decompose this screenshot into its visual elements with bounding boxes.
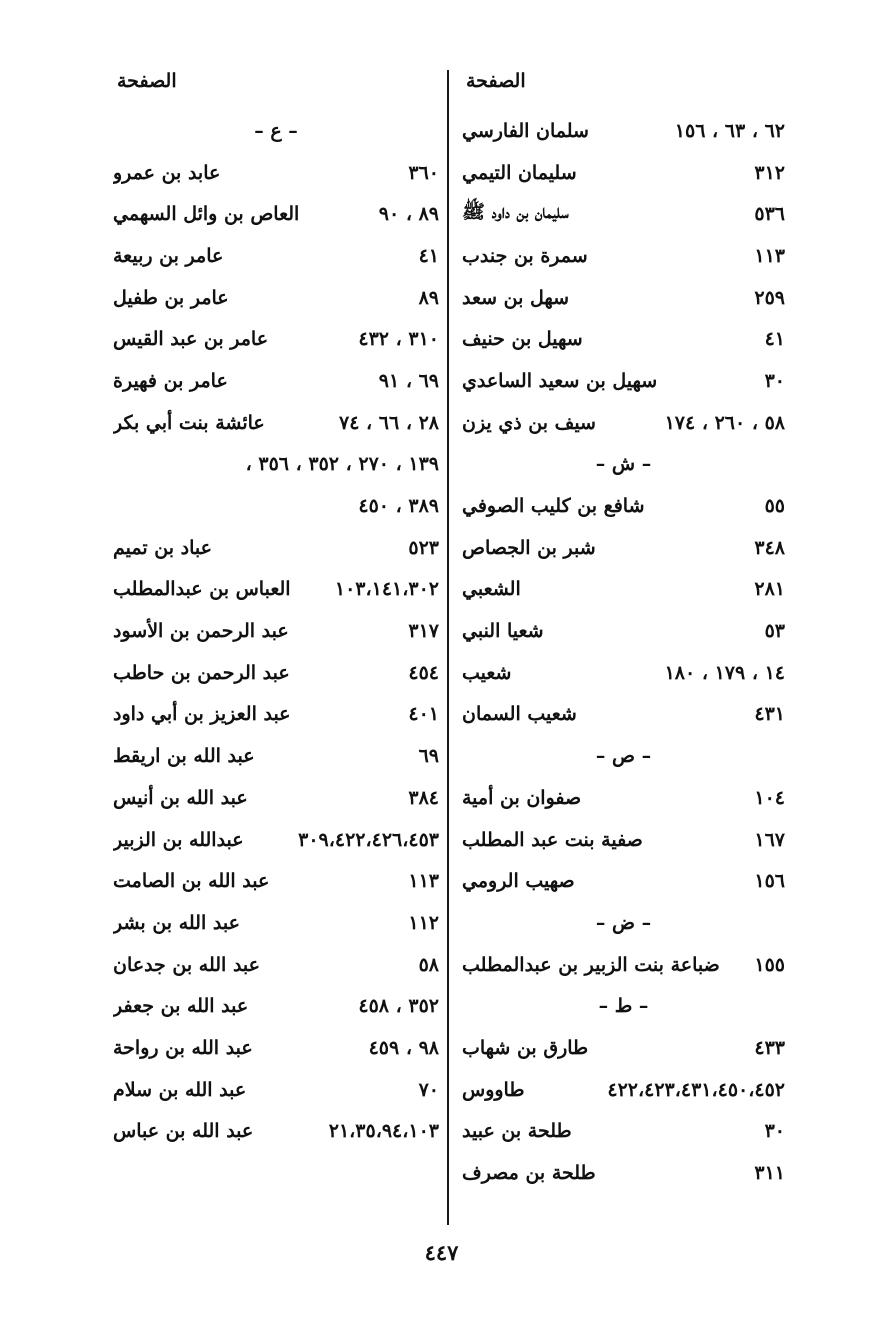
- entry-name: عامر بن فهيرة: [113, 369, 228, 392]
- entry-pages: ٣٨٩ ، ٤٥٠: [358, 495, 439, 518]
- entry-pages: ١٠٣،١٤١،٣٠٢: [334, 578, 439, 601]
- entry-pages: ٧٠: [418, 1078, 439, 1101]
- entry-pages: ١٠٤: [754, 786, 785, 809]
- entry-pages: ٤٢٢،٤٢٣،٤٣١،٤٥٠،٤٥٢: [607, 1078, 785, 1101]
- index-entry: [462, 485, 785, 527]
- entry-pages: ٣١١: [754, 1162, 785, 1185]
- entry-name: عبد الرحمن بن حاطب: [113, 661, 290, 684]
- letter-heading: – ص –: [595, 745, 652, 768]
- letter-heading: – ض –: [595, 911, 652, 934]
- entry-pages: ٤٥٤: [408, 661, 439, 684]
- entry-name: العباس بن عبدالمطلب: [113, 578, 291, 601]
- entry-name: عائشة بنت أبي بكر: [113, 411, 265, 434]
- entry-pages: ٨٩: [418, 286, 439, 309]
- entry-name: عبد الله بن الصامت: [113, 870, 270, 893]
- index-entry: [462, 1111, 785, 1153]
- index-entry: [113, 569, 439, 611]
- index-entry: [462, 569, 785, 611]
- entry-pages: ٣٠: [764, 1120, 785, 1143]
- page-number: ٤٤٧: [424, 1240, 459, 1265]
- entry-name: ضباعة بنت الزبير بن عبدالمطلب: [462, 953, 720, 976]
- entry-pages: ٥٨ ، ٢٦٠ ، ١٧٤: [664, 411, 785, 434]
- entry-pages: ٤٣٣: [754, 1036, 785, 1059]
- entry-pages: ٣٨٤: [408, 786, 439, 809]
- entry-name: عباد بن تميم: [113, 536, 212, 559]
- index-entry: [113, 735, 439, 777]
- index-entry-continuation: [113, 485, 439, 527]
- entry-name: سمرة بن جندب: [462, 244, 588, 267]
- entry-name: شعيب السمان: [462, 703, 577, 726]
- entry-name: صهيب الرومي: [462, 870, 575, 893]
- entry-name: عبد الله بن عباس: [113, 1120, 254, 1143]
- index-entry: [113, 819, 439, 861]
- index-entry-continuation: [113, 444, 439, 486]
- index-entry: [113, 985, 439, 1027]
- entry-pages: ٢٨١: [754, 578, 785, 601]
- entry-name: عبد الله بن جدعان: [113, 953, 260, 976]
- entry-pages: ١١٣: [754, 244, 785, 267]
- entry-pages: ٤١: [418, 244, 439, 267]
- entry-pages: ٤١: [764, 328, 785, 351]
- index-entry: [113, 1027, 439, 1069]
- entry-pages: ٣٠: [764, 369, 785, 392]
- entry-pages: ٤٠١: [408, 703, 439, 726]
- entry-name: سيف بن ذي يزن: [462, 411, 596, 434]
- index-entry: [113, 1111, 439, 1153]
- index-entry: [462, 694, 785, 736]
- entry-name: شبر بن الجصاص: [462, 536, 596, 559]
- entry-pages: ٢١،٣٥،٩٤،١٠٣: [328, 1120, 439, 1143]
- column-divider: [447, 70, 449, 1225]
- page-column-header-right: الصفحة: [466, 70, 526, 92]
- index-entry: [113, 902, 439, 944]
- index-entry: [462, 610, 785, 652]
- page-column-header-left: الصفحة: [117, 70, 177, 92]
- entry-pages: ٣٥٢ ، ٤٥٨: [358, 995, 439, 1018]
- entry-pages: ١٦٧: [754, 828, 785, 851]
- index-column-right: [462, 110, 785, 1220]
- index-entry: [462, 360, 785, 402]
- entry-pages: ٨٩ ، ٩٠: [378, 203, 439, 226]
- entry-pages: ١٣٩ ، ٢٧٠ ، ٣٥٢ ، ٣٥٦ ،: [245, 453, 439, 476]
- index-entry: [462, 819, 785, 861]
- entry-name: شعيب: [462, 661, 512, 684]
- entry-pages: ١٥٥: [754, 953, 785, 976]
- entry-name: صفوان بن أمية: [462, 786, 582, 809]
- index-entry: [462, 1152, 785, 1194]
- entry-name: طلحة بن عبيد: [462, 1120, 572, 1143]
- entry-pages: ٥٢٣: [408, 536, 439, 559]
- letter-heading: – ط –: [598, 995, 649, 1018]
- letter-heading: – ع –: [254, 119, 298, 142]
- entry-name: عبد الله بن سلام: [113, 1078, 247, 1101]
- entry-name: سهيل بن حنيف: [462, 328, 583, 351]
- entry-pages: ٥٥: [764, 495, 785, 518]
- index-entry: [113, 652, 439, 694]
- index-entry: [113, 277, 439, 319]
- index-entry: [462, 318, 785, 360]
- index-entry: [462, 235, 785, 277]
- index-entry: [462, 860, 785, 902]
- entry-name: عبد العزيز بن أبي داود: [113, 703, 291, 726]
- entry-pages: ٤٣١: [754, 703, 785, 726]
- entry-name: عبد الرحمن بن الأسود: [113, 620, 289, 643]
- entry-name: عامر بن ربيعة: [113, 244, 224, 267]
- index-entry: [113, 610, 439, 652]
- entry-pages: ٣٠٩،٤٢٢،٤٢٦،٤٥٣: [298, 828, 439, 851]
- entry-pages: ٢٥٩: [754, 286, 785, 309]
- entry-name: الشعبي: [462, 578, 521, 601]
- index-entry: [113, 235, 439, 277]
- index-entry: [462, 110, 785, 152]
- index-entry: [462, 527, 785, 569]
- index-entry: [113, 944, 439, 986]
- index-entry: [113, 318, 439, 360]
- entry-pages: ٣١٢: [754, 161, 785, 184]
- entry-name: عبد الله بن رواحة: [113, 1036, 253, 1059]
- index-entry: [113, 193, 439, 235]
- index-entry: [462, 1069, 785, 1111]
- entry-pages: ٣١٠ ، ٤٣٢: [358, 328, 439, 351]
- entry-pages: ٥٣٦: [754, 203, 785, 226]
- index-entry: [113, 860, 439, 902]
- entry-pages: ٢٨ ، ٦٦ ، ٧٤: [338, 411, 439, 434]
- index-entry: [113, 777, 439, 819]
- entry-pages: ٣٤٨: [754, 536, 785, 559]
- entry-name: سلمان الفارسي: [462, 119, 589, 142]
- index-entry: [462, 652, 785, 694]
- entry-pages: ٩٨ ، ٤٥٩: [368, 1036, 439, 1059]
- entry-pages: ٥٨: [418, 953, 439, 976]
- entry-name: طلحة بن مصرف: [462, 1162, 596, 1185]
- index-entry: [462, 777, 785, 819]
- entry-name: شعيا النبي: [462, 620, 544, 643]
- entry-name: العاص بن وائل السهمي: [113, 203, 300, 226]
- entry-pages: ٣٦٠: [408, 161, 439, 184]
- index-entry: [113, 402, 439, 444]
- entry-name: طارق بن شهاب: [462, 1036, 589, 1059]
- entry-pages: ١٤ ، ١٧٩ ، ١٨٠: [664, 661, 785, 684]
- entry-name: سليمان بن داود ﷺ: [462, 201, 569, 224]
- entry-pages: ٥٣: [764, 620, 785, 643]
- entry-name: طاووس: [462, 1078, 525, 1101]
- entry-pages: ١١٢: [408, 911, 439, 934]
- entry-name: عامر بن طفيل: [113, 286, 229, 309]
- index-entry: [113, 1069, 439, 1111]
- entry-pages: ١٥٦: [754, 870, 785, 893]
- index-entry: [113, 152, 439, 194]
- index-entry: [462, 1027, 785, 1069]
- entry-name: عبد الله بن اريقط: [113, 745, 255, 768]
- entry-name: عابد بن عمرو: [113, 161, 221, 184]
- entry-name: عامر بن عبد القيس: [113, 328, 269, 351]
- entry-name: عبدالله بن الزبير: [113, 828, 244, 851]
- entry-name: سهل بن سعد: [462, 286, 570, 309]
- index-entry: [462, 277, 785, 319]
- index-entry: [113, 360, 439, 402]
- index-entry: [462, 152, 785, 194]
- entry-name: سليمان التيمي: [462, 161, 577, 184]
- entry-pages: ٦٢ ، ٦٣ ، ١٥٦: [674, 119, 785, 142]
- index-entry: [462, 944, 785, 986]
- letter-heading: – ش –: [595, 453, 652, 476]
- index-entry: [462, 193, 785, 235]
- entry-pages: ٣١٧: [408, 620, 439, 643]
- index-column-left: [113, 110, 439, 1220]
- index-entry: [113, 694, 439, 736]
- entry-pages: ٦٩ ، ٩١: [378, 369, 439, 392]
- entry-name: سهيل بن سعيد الساعدي: [462, 369, 658, 392]
- entry-name: عبد الله بن بشر: [113, 911, 240, 934]
- entry-pages: ١١٣: [408, 870, 439, 893]
- index-entry: [113, 527, 439, 569]
- index-entry: [462, 402, 785, 444]
- entry-name: شافع بن كليب الصوفي: [462, 495, 645, 518]
- entry-name: عبد الله بن جعفر: [113, 995, 249, 1018]
- entry-name: صفية بنت عبد المطلب: [462, 828, 643, 851]
- entry-pages: ٦٩: [418, 745, 439, 768]
- entry-name: عبد الله بن أنيس: [113, 786, 248, 809]
